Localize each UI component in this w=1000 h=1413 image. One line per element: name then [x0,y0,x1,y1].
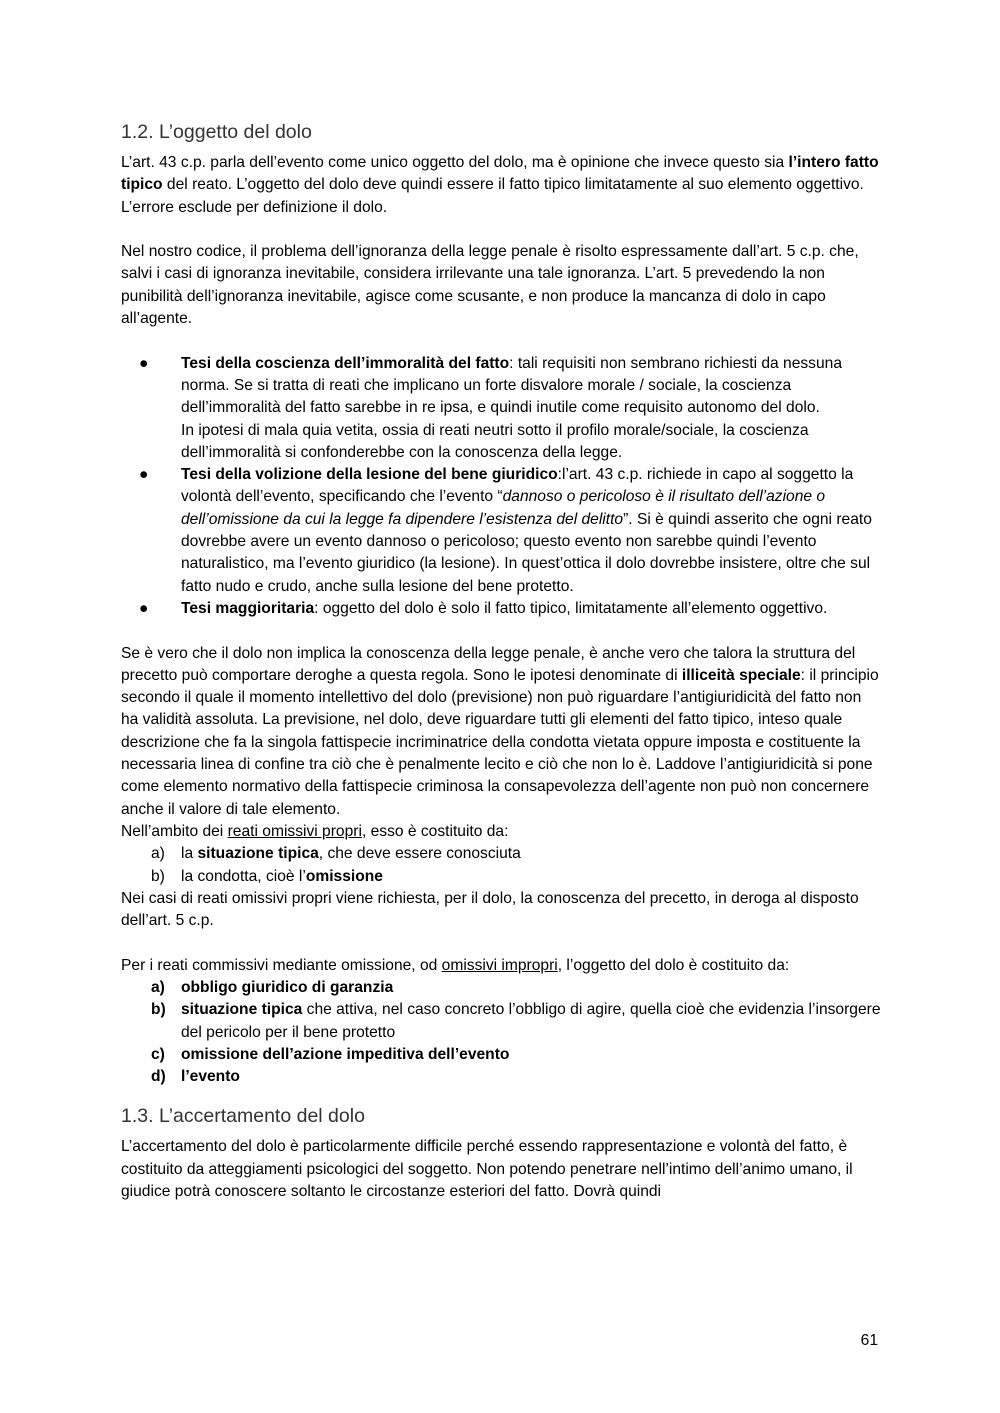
underlined-run: omissivi impropri [441,956,558,974]
paragraph-ignoranza-legge: Nel nostro codice, il problema dell’ignoranza della legge penale è risolto espressamente dall’art. 5 c.p. che, salvi i casi di ignoranza inevitabile, considera irrilevante una tale ignoranza. L’art. 5 prevedendo la non punibilità dell’ignoranza inevitabile, agisce come scusante, e non produce la mancanza di dolo in capo all’agente. [121,243,859,328]
bold-run: situazione tipica [181,1001,303,1019]
omissivi-propri-list [121,843,881,888]
list-item [121,1044,881,1066]
text-run: Nell’ambito dei [121,822,228,840]
list-item [121,843,881,865]
list-marker: a) [151,845,165,863]
bold-run: obbligo giuridico di garanzia [181,978,394,996]
list-marker: a) [151,978,165,996]
italic-run: dannoso o pericoloso è il risultato dell’azione o dell’omissione da cui la legge fa dipendere l’esistenza del delitto [181,488,826,528]
bold-run: Tesi della volizione della lesione del bene giuridico [181,466,558,484]
text-run: : tali requisiti non sembrano richiesti da nessuna norma. Se si tratta di reati che implicano un forte disvalore morale / sociale, la coscienza dell’immoralità del fatto sarebbe in re ipsa, e quindi inutile come requisito autonomo del dolo. [181,354,843,417]
text-run: la condotta, cioè l’ [181,867,306,885]
bold-run: Tesi della coscienza dell’immoralità del fatto [181,354,510,372]
page-content [121,118,881,1203]
list-item [121,999,881,1044]
text-run: ”. Si è quindi asserito che ogni reato dovrebbe avere un evento dannoso o pericoloso; questo evento non sarebbe quindi l’evento naturalistico, ma l’evento giuridico (la lesione). In quest’ottica il dolo dovrebbe insistere, oltre che sul fatto nudo e crudo, anche sulla lesione del bene protetto. [181,510,872,595]
underlined-run: reati omissivi propri [227,822,362,840]
section-title-1-3: 1.3. L’accertamento del dolo [121,1105,365,1128]
bullet-icon: ● [139,354,149,372]
list-item [121,353,881,464]
bold-run: omissione dell’azione impeditiva dell’evento [181,1045,510,1063]
text-run: la [181,845,198,863]
text-run: : il principio secondo il quale il momento intellettivo del dolo (previsione) non può riguardare l’antigiuridicità del fatto non ha validità assoluta. La previsione, nel dolo, deve riguardare tutti gli elementi del fatto tipico, inteso quale descrizione che fa la singola fattispecie incriminatrice della condotta vietata oppure imposta e costituente la necessaria linea di confine tra ciò che è penalmente lecito e ciò che non lo è. Laddove l’antigiuridicità si pone come elemento normativo della fattispecie criminosa la consapevolezza dell’agente non può non concernere anche il valore di tale elemento. [121,666,879,818]
text-run: In ipotesi di mala quia vetita, ossia di reati neutri sotto il profilo morale/sociale, la coscienza dell’immoralità si confonderebbe con la conoscenza della legge. [181,421,809,461]
paragraph-deroga: Nei casi di reati omissivi propri viene richiesta, per il dolo, la conoscenza del precetto, in deroga al disposto dell’art. 5 c.p. [121,889,859,930]
paragraph-omissivi-impropri [121,955,881,977]
list-item [121,866,881,888]
text-run: , esso è costituito da: [361,822,509,840]
list-marker: b) [151,1001,166,1019]
paragraph-omissivi-propri [121,821,881,843]
text-run: , che deve essere conosciuta [318,845,521,863]
text-run: L’art. 43 c.p. parla dell’evento come unico oggetto del dolo, ma è opinione che invece questo sia [121,154,789,171]
bold-run: illiceità speciale [681,666,801,684]
text-run: Per i reati commissivi mediante omissione, od [121,956,442,974]
bold-run: l’intero fatto tipico [121,154,879,194]
text-run: del reato. L’oggetto del dolo deve quindi essere il fatto tipico limitatamente al suo elemento oggettivo. [162,176,864,194]
list-marker: c) [151,1045,165,1063]
list-marker: d) [151,1068,166,1086]
page-number: 61 [860,1332,878,1349]
omissivi-impropri-list [121,977,881,1088]
paragraph-errore: L’errore esclude per definizione il dolo. [121,198,388,216]
list-item [121,598,881,620]
bullet-icon: ● [139,466,149,484]
text-run: , l’oggetto del dolo è costituito da: [557,956,790,974]
text-run: :l’art. 43 c.p. richiede in capo al soggetto la volontà dell’evento, specificando che l’evento “ [181,466,854,506]
thesis-list [121,353,881,621]
bold-run: Tesi maggioritaria [181,599,315,617]
text-run: : oggetto del dolo è solo il fatto tipico, limitatamente all’elemento oggettivo. [314,599,828,617]
list-marker: b) [151,867,165,885]
paragraph-accertamento: L’accertamento del dolo è particolarmente difficile perché essendo rappresentazione e volontà del fatto, è costituito da atteggiamenti psicologici del soggetto. Non potendo penetrare nell’intimo dell’animo umano, il giudice potrà conoscere soltanto le circostanze esteriori del fatto. Dovrà quindi [121,1138,853,1201]
paragraph-illiceita-speciale [121,643,881,821]
bold-run: omissione [305,867,383,885]
text-run: che attiva, nel caso concreto l’obbligo di agire, quella cioè che evidenzia l’insorgere del pericolo per il bene protetto [181,1001,881,1041]
bullet-icon: ● [139,599,149,617]
section-title-1-2: 1.2. L’oggetto del dolo [121,121,312,143]
bold-run: l’evento [181,1068,240,1086]
list-item [121,464,881,598]
bold-run: situazione tipica [197,845,319,863]
text-run: Se è vero che il dolo non implica la conoscenza della legge penale, è anche vero che talora la struttura del precetto può comportare deroghe a questa regola. Sono le ipotesi denominate di [121,644,856,684]
paragraph-oggetto-dolo [121,152,881,197]
list-item [121,977,881,999]
list-item [121,1066,881,1088]
